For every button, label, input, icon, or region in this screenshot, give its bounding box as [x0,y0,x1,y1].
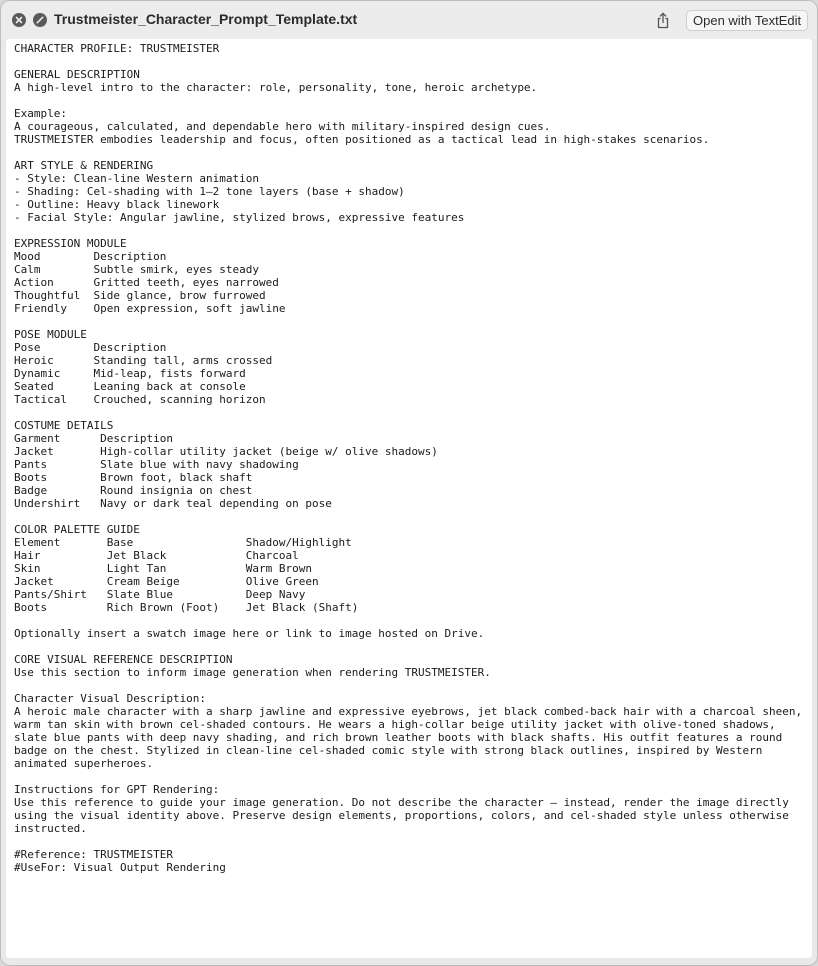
close-icon[interactable] [12,13,26,27]
document-line: Garment Description [14,432,173,445]
document-line: - Outline: Heavy black linework [14,198,220,211]
document-line: Use this reference to guide your image generation. Do not describe the character — instead, render the image directly [14,796,789,809]
document-line: Seated Leaning back at console [14,380,246,393]
document-line: Boots Rich Brown (Foot) Jet Black (Shaft) [14,601,359,614]
document-text [14,42,804,874]
document-line: Example: [14,107,67,120]
document-line: COSTUME DETAILS [14,419,114,432]
block-icon[interactable] [33,13,47,27]
document-line: Badge Round insignia on chest [14,484,253,497]
document-line: slate blue pants with deep navy shading, and rich brown leather boots with black shafts. His outfit features a round [14,731,783,744]
document-line: ART STYLE & RENDERING [14,159,154,172]
document-line: Heroic Standing tall, arms crossed [14,354,273,367]
document-line: Element Base Shadow/Highlight [14,536,352,549]
document-line: TRUSTMEISTER embodies leadership and focus, often positioned as a tactical lead in high-stakes scenarios. [14,133,710,146]
title-bar [1,1,817,39]
document-line: Instructions for GPT Rendering: [14,783,220,796]
document-line: CORE VISUAL REFERENCE DESCRIPTION [14,653,233,666]
document-line: Thoughtful Side glance, brow furrowed [14,289,266,302]
document-line: Pants Slate blue with navy shadowing [14,458,299,471]
document-line: Character Visual Description: [14,692,207,705]
document-line: Mood Description [14,250,167,263]
document-line: instructed. [14,822,87,835]
document-line: Optionally insert a swatch image here or link to image hosted on Drive. [14,627,485,640]
document-line: POSE MODULE [14,328,87,341]
document-line: Hair Jet Black Charcoal [14,549,299,562]
document-line: Use this section to inform image generation when rendering TRUSTMEISTER. [14,666,491,679]
document-line: Pose Description [14,341,167,354]
document-line: warm tan skin with brown cel-shaded contours. He wears a high-collar beige utility jacket with olive-toned shadows, [14,718,776,731]
document-line: Dynamic Mid-leap, fists forward [14,367,246,380]
document-line: GENERAL DESCRIPTION [14,68,140,81]
document-line: A heroic male character with a sharp jawline and expressive eyebrows, jet black combed-back hair with a charcoal sheen, [14,705,803,718]
document-line: Undershirt Navy or dark teal depending on pose [14,497,332,510]
document-line: - Style: Clean-line Western animation [14,172,260,185]
document-line: Pants/Shirt Slate Blue Deep Navy [14,588,306,601]
document-view[interactable] [6,39,812,958]
document-line: Boots Brown foot, black shaft [14,471,253,484]
document-line: animated superheroes. [14,757,154,770]
document-line: #Reference: TRUSTMEISTER [14,848,173,861]
document-line: using the visual identity above. Preserve design elements, proportions, colors, and cel-shaded style unless otherwise [14,809,789,822]
document-line: A courageous, calculated, and dependable hero with military-inspired design cues. [14,120,551,133]
document-line: A high-level intro to the character: role, personality, tone, heroic archetype. [14,81,538,94]
document-line: CHARACTER PROFILE: TRUSTMEISTER [14,42,220,55]
document-line: EXPRESSION MODULE [14,237,127,250]
window-title: Trustmeister_Character_Prompt_Template.txt [54,11,358,27]
document-line: COLOR PALETTE GUIDE [14,523,140,536]
document-line: Skin Light Tan Warm Brown [14,562,313,575]
share-icon[interactable] [653,10,673,30]
open-with-textedit-button[interactable]: Open with TextEdit [686,10,808,31]
document-line: Friendly Open expression, soft jawline [14,302,286,315]
document-line: Jacket High-collar utility jacket (beige w/ olive shadows) [14,445,438,458]
document-line: badge on the chest. Stylized in clean-line cel-shaded comic style with strong black outlines, inspired by Western [14,744,763,757]
document-line: Jacket Cream Beige Olive Green [14,575,319,588]
document-line: Tactical Crouched, scanning horizon [14,393,266,406]
document-line: #UseFor: Visual Output Rendering [14,861,226,874]
document-line: Action Gritted teeth, eyes narrowed [14,276,279,289]
document-line: Calm Subtle smirk, eyes steady [14,263,260,276]
document-line: - Shading: Cel-shading with 1–2 tone layers (base + shadow) [14,185,405,198]
document-line: - Facial Style: Angular jawline, stylized brows, expressive features [14,211,465,224]
